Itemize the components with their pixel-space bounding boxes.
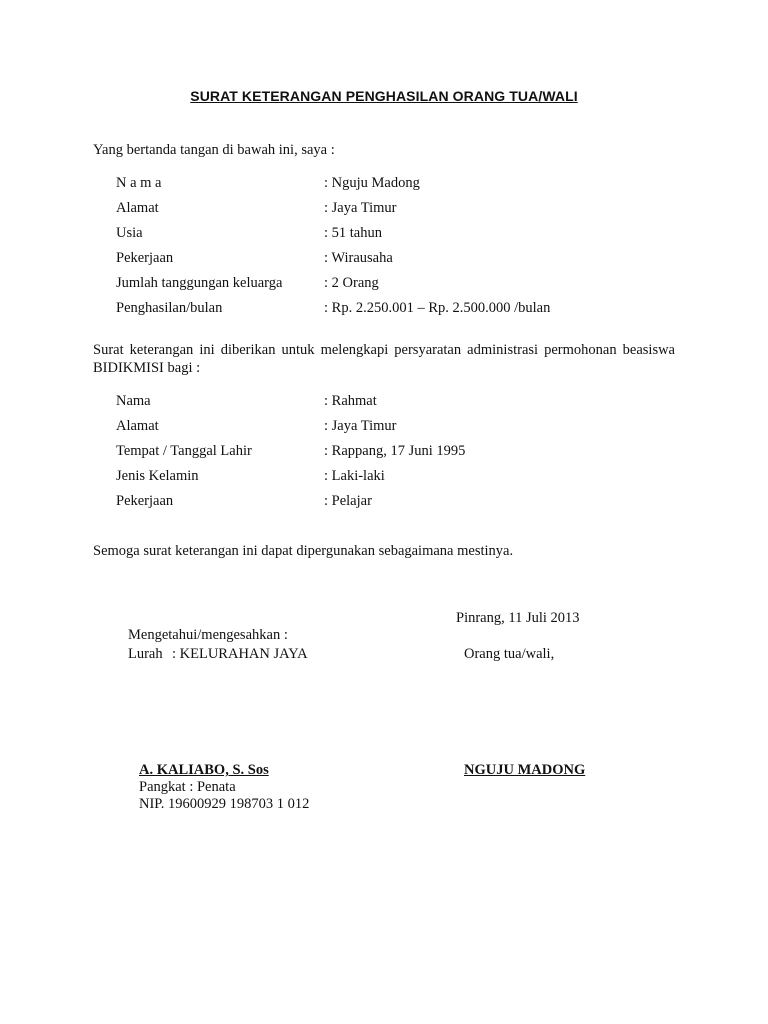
student-job-label: Pekerjaan [116,493,174,509]
lurah-line [128,646,308,663]
dependents-label: Jumlah tanggungan keluarga [116,275,283,291]
gender-value: : Laki-laki [324,468,385,484]
place-date: Pinrang, 11 Juli 2013 [456,610,580,626]
lurah-label: Lurah [128,646,163,662]
official-signer-nip: NIP. 19600929 198703 1 012 [139,796,310,812]
parent-address-value: : Jaya Timur [324,200,397,216]
student-name-label: Nama [116,393,151,409]
acknowledgement-label: Mengetahui/mengesahkan : [128,627,288,643]
official-signer-rank: Pangkat : Penata [139,779,236,795]
student-address-label: Alamat [116,418,159,434]
purpose-paragraph: Surat keterangan ini diberikan untuk melengkapi persyaratan administrasi permohonan beasiswa BIDIKMISI bagi : [93,342,675,376]
parent-signer-name: NGUJU MADONG [464,762,586,778]
parent-name-label: N a m a [116,175,162,191]
student-address-value: : Jaya Timur [324,418,397,434]
parent-role-label: Orang tua/wali, [464,646,555,662]
lurah-value: : KELURAHAN JAYA [172,646,308,662]
birth-place-date-label: Tempat / Tanggal Lahir [116,443,252,459]
gender-label: Jenis Kelamin [116,468,199,484]
parent-job-value: : Wirausaha [324,250,393,266]
income-label: Penghasilan/bulan [116,300,223,316]
closing-text: Semoga surat keterangan ini dapat dipergunakan sebagaimana mestinya. [93,543,514,559]
parent-address-label: Alamat [116,200,159,216]
student-name-value: : Rahmat [324,393,377,409]
student-job-value: : Pelajar [324,493,372,509]
income-value: : Rp. 2.250.001 – Rp. 2.500.000 /bulan [324,300,551,316]
parent-job-label: Pekerjaan [116,250,174,266]
official-signer-name: A. KALIABO, S. Sos [139,762,269,778]
parent-age-value: : 51 tahun [324,225,382,241]
intro-text: Yang bertanda tangan di bawah ini, saya : [93,142,335,158]
parent-name-value: : Nguju Madong [324,175,420,191]
dependents-value: : 2 Orang [324,275,379,291]
parent-age-label: Usia [116,225,143,241]
document-title: SURAT KETERANGAN PENGHASILAN ORANG TUA/WALI [190,88,578,104]
birth-place-date-value: : Rappang, 17 Juni 1995 [324,443,466,459]
